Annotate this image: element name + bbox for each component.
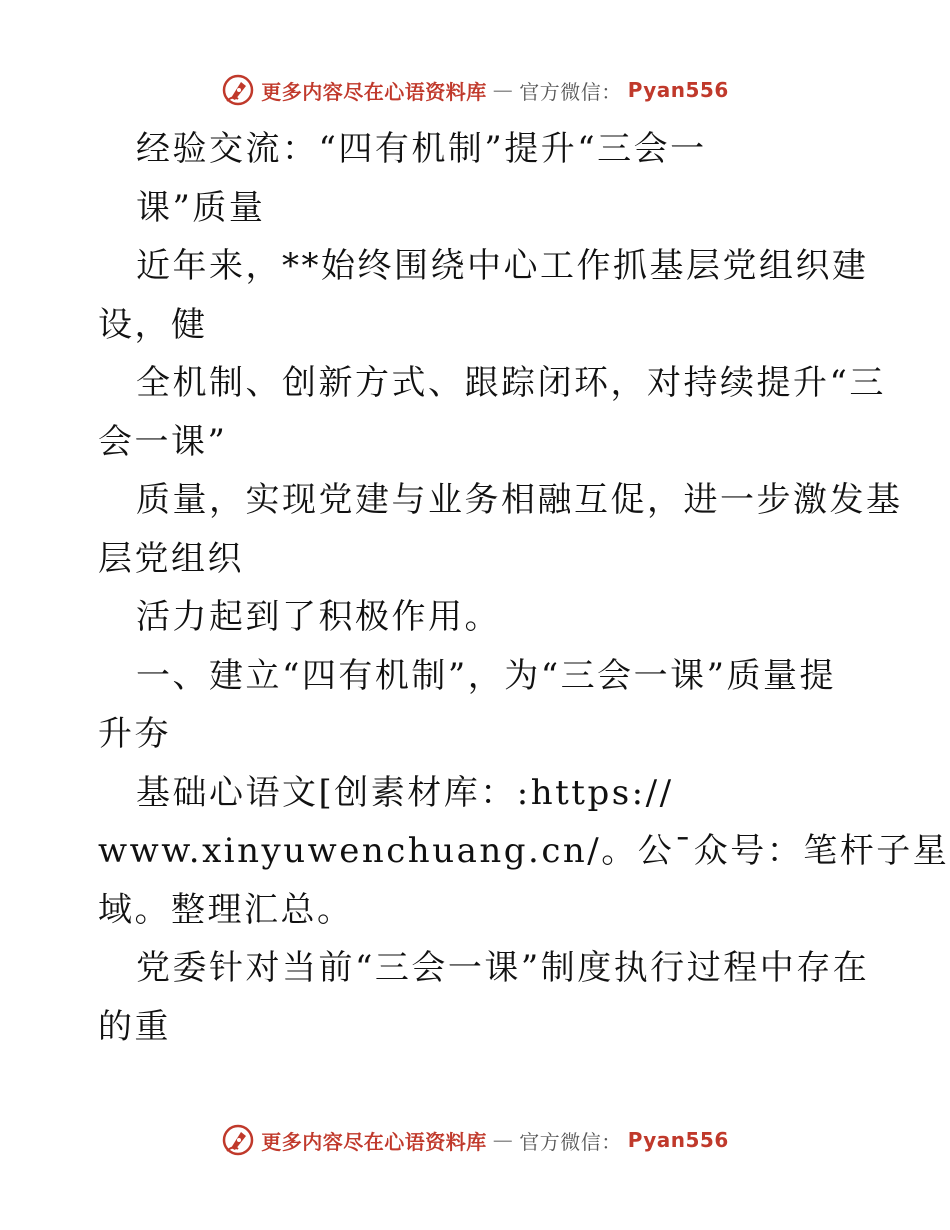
header-watermark-banner	[0, 70, 950, 110]
paragraph-line: 全机制、创新方式、跟踪闭环，对持续提升“三	[136, 363, 886, 403]
document-body	[98, 120, 950, 1056]
banner-dash: —	[492, 1128, 514, 1152]
paragraph-line: 质量，实现党建与业务相融互促，进一步激发基	[136, 480, 903, 520]
banner-wechat-id: Pyan556	[627, 1128, 729, 1152]
pen-nib-logo-icon	[221, 1123, 255, 1157]
paragraph-line: 层党组织	[98, 538, 244, 579]
paragraph-line: 近年来，**始终围绕中心工作抓基层党组织建	[136, 246, 869, 286]
banner-wechat-id: Pyan556	[627, 78, 729, 102]
section-heading-line: 升夯	[98, 714, 171, 754]
paragraph-line: 会一课”	[98, 421, 228, 462]
title-line-2: 课”质量	[136, 187, 266, 228]
banner-site-text: 更多内容尽在心语资料库	[261, 79, 487, 104]
pen-nib-logo-icon	[221, 73, 255, 107]
banner-wechat-label: 官方微信：	[519, 79, 622, 104]
paragraph-line: 的重	[98, 1006, 171, 1047]
section-heading-line: 一、建立“四有机制”，为“三会一课”质量提	[136, 655, 837, 696]
banner-dash: —	[492, 78, 514, 102]
banner-site-text: 更多内容尽在心语资料库	[261, 1129, 487, 1154]
paragraph-line: 活力起到了积极作用。	[136, 597, 501, 637]
paragraph-line: 基础心语文[创素材库：:https://	[136, 772, 674, 813]
footer-watermark-banner	[0, 1120, 950, 1160]
paragraph-line: 设，健	[98, 304, 208, 345]
paragraph-line: 域。整理汇总。	[98, 889, 354, 930]
title-line-1: 经验交流：“四有机制”提升“三会一	[136, 129, 707, 169]
banner-wechat-label: 官方微信：	[519, 1129, 622, 1154]
paragraph-line: 党委针对当前“三会一课”制度执行过程中存在	[136, 948, 870, 988]
paragraph-line: www.xinyuwenchuang.cn/。公¯众号：笔杆子星	[98, 831, 950, 871]
